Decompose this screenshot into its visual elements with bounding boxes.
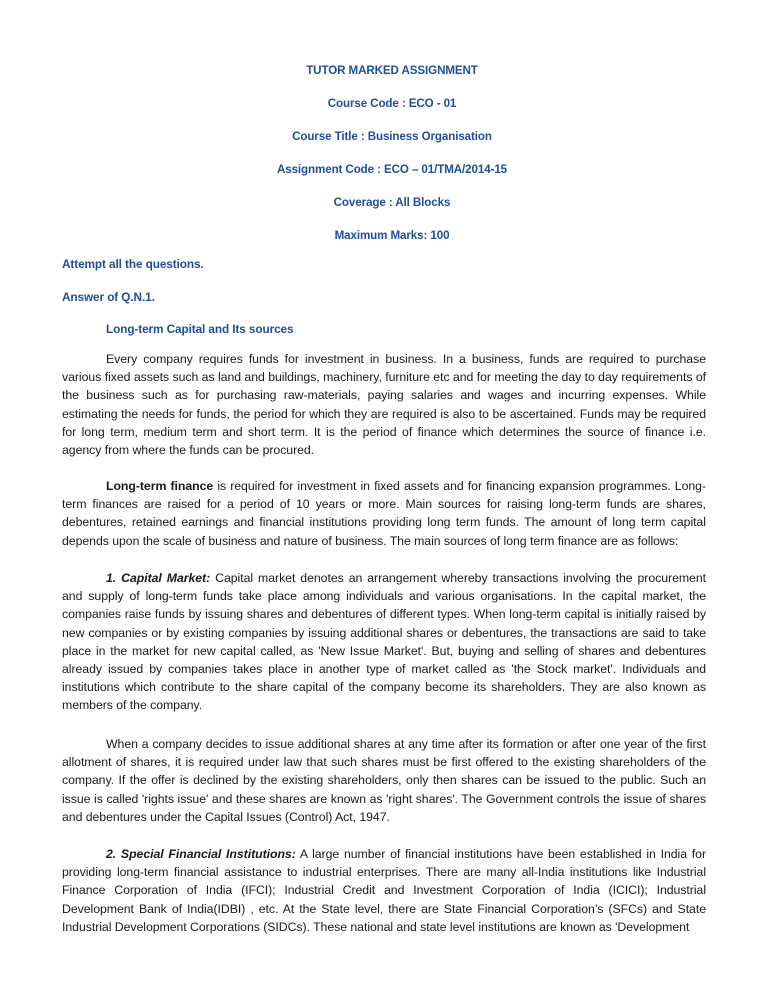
paragraph-4-text: When a company decides to issue additional shares at any time after its formation or after one year of the first allotment of shares, it is required under law that such shares must be first offered to the existing shareholders of the company. If the offer is declined by the existing shareholders, only then shares can be issued to the public. Such an issue is called 'rights issue' and these shares are known as 'right shares'. The Government controls the issue of shares and debentures under the Capital Issues (Control) Act, 1947.: [62, 737, 706, 824]
header-course-code: Course Code : ECO - 01: [327, 97, 457, 110]
header-course-title: Course Title : Business Organisation: [292, 130, 492, 143]
assignment-header: [0, 64, 768, 262]
header-assignment-code: Assignment Code : ECO – 01/TMA/2014-15: [276, 163, 508, 176]
paragraph-4: [62, 735, 706, 826]
header-coverage: Coverage : All Blocks: [333, 196, 451, 209]
paragraph-5-lead: 2. Special Financial Institutions:: [106, 847, 296, 861]
instructions-heading: Attempt all the questions.: [62, 257, 204, 271]
answer-heading: Answer of Q.N.1.: [62, 290, 155, 304]
paragraph-5-text: A large number of financial institutions have been established in India for providing long-term financial assistance to industrial enterprises. There are many all-India institutions like Industrial Finance Corporation of India (IFCI); Industrial Credit and Investment Corporation of India (ICICI); Industrial Development Bank of India(IDBI) , etc. At the State level, there are State Financial Corporation’s (SFCs) and State Industrial Development Corporations (SIDCs). These national and state level institutions are known as 'Development: [62, 847, 706, 934]
paragraph-1: [62, 350, 706, 459]
paragraph-5: [62, 845, 706, 936]
paragraph-3-text: Capital market denotes an arrangement whereby transactions involving the procurement and supply of long-term funds take place among individuals and various organisations. In the capital market, the companies raise funds by issuing shares and debentures of different types. When long-term capital is initially raised by new companies or by existing companies by issuing additional shares or debentures, the transactions are said to take place in the market for new capital called, as 'New Issue Market'. But, buying and selling of shares and debentures already issued by companies takes place in another type of market called as 'the Stock market'. Individuals and institutions which contribute to the share capital of the company become its shareholders. They are also known as members of the company.: [62, 571, 706, 713]
section-heading: Long-term Capital and Its sources: [106, 322, 294, 336]
paragraph-3: [62, 569, 706, 715]
paragraph-3-lead: 1. Capital Market:: [106, 571, 211, 585]
header-max-marks: Maximum Marks: 100: [334, 229, 450, 242]
paragraph-2-text: is required for investment in fixed assets and for financing expansion programmes. Long-term finances are raised for a period of 10 years or more. Main sources for raising long-term funds are shares, debentures, retained earnings and financial institutions providing long term funds. The amount of long term capital depends upon the scale of business and nature of business. The main sources of long term finance are as follows:: [62, 479, 706, 548]
paragraph-2-lead: Long-term finance: [106, 479, 214, 493]
paragraph-1-text: Every company requires funds for investment in business. In a business, funds are required to purchase various fixed assets such as land and buildings, machinery, furniture etc and for meeting the day to day requirements of the business such as for purchasing raw-materials, paying salaries and wages and incurring expenses. While estimating the needs for funds, the period for which they are required is also to be ascertained. Funds may be required for long term, medium term and short term. It is the period of finance which determines the source of finance i.e. agency from where the funds can be procured.: [62, 352, 706, 458]
paragraph-2: [62, 477, 706, 550]
header-title: TUTOR MARKED ASSIGNMENT: [306, 64, 478, 77]
